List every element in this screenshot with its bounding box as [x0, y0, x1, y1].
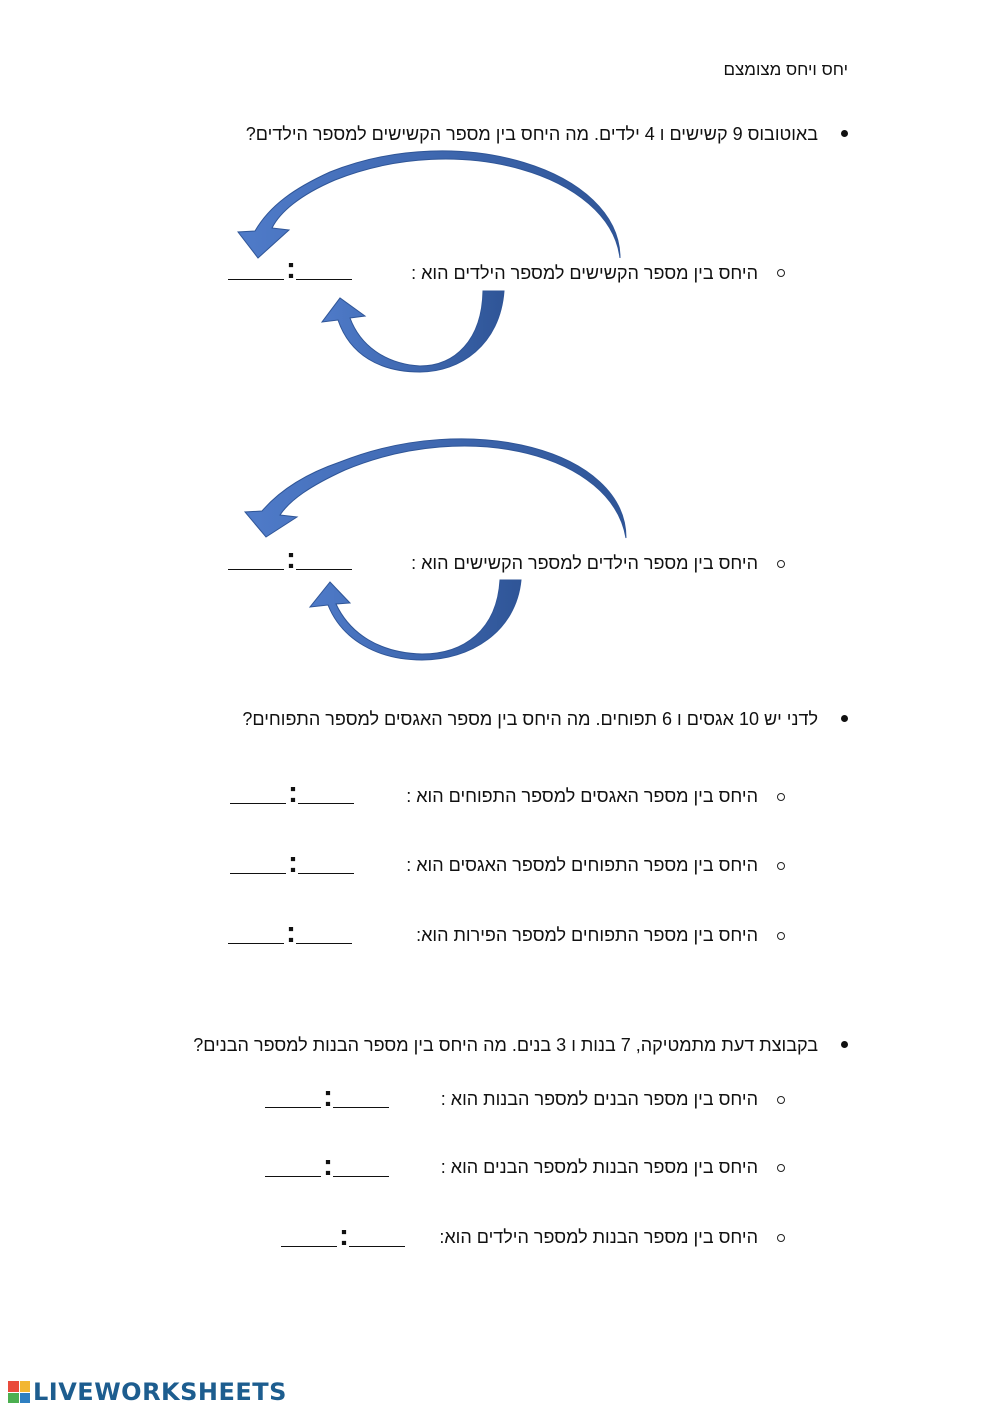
- ratio-colon: :: [286, 252, 296, 285]
- question-2-text: לדני יש 10 אגסים ו 6 תפוחים. מה היחס בין מספר האגסים למספר התפוחים?: [242, 709, 818, 729]
- bullet-icon: [841, 715, 848, 722]
- ratio-answer-2-3[interactable]: [228, 916, 352, 949]
- ratio-blank-left[interactable]: [228, 942, 284, 944]
- arrow-upper-2-icon: [245, 439, 626, 538]
- liveworksheets-logo-icon: [8, 1381, 30, 1403]
- ratio-blank-right[interactable]: [298, 872, 354, 874]
- question-3-item-3-label: היחס בין מספר הבנות למספר הילדים הוא:: [439, 1227, 758, 1247]
- footer-brand: LIVEWORKSHEETS: [33, 1378, 287, 1406]
- sub-bullet-icon: [777, 1164, 785, 1172]
- ratio-colon: :: [286, 916, 296, 949]
- ratio-blank-right[interactable]: [296, 278, 352, 280]
- question-3-item-2-label: היחס בין מספר הבנות למספר הבנים הוא :: [440, 1157, 758, 1177]
- ratio-colon: :: [288, 846, 298, 879]
- bullet-icon: [841, 1041, 848, 1048]
- ratio-colon: :: [288, 776, 298, 809]
- ratio-blank-left[interactable]: [228, 278, 284, 280]
- ratio-answer-1-2[interactable]: [228, 542, 352, 575]
- sub-bullet-icon: [777, 793, 785, 801]
- ratio-answer-2-1[interactable]: [230, 776, 354, 809]
- question-2-item-2-label: היחס בין מספר התפוחים למספר האגסים הוא :: [406, 855, 758, 875]
- ratio-blank-left[interactable]: [230, 872, 286, 874]
- arrow-lower-1-icon: [322, 291, 504, 372]
- bullet-icon: [841, 130, 848, 137]
- ratio-blank-left[interactable]: [230, 802, 286, 804]
- ratio-blank-right[interactable]: [349, 1245, 405, 1247]
- ratio-answer-3-1[interactable]: [265, 1080, 389, 1113]
- ratio-blank-left[interactable]: [228, 568, 284, 570]
- ratio-blank-right[interactable]: [298, 802, 354, 804]
- ratio-blank-left[interactable]: [265, 1106, 321, 1108]
- sub-bullet-icon: [777, 862, 785, 870]
- ratio-colon: :: [286, 542, 296, 575]
- arrow-lower-2-icon: [310, 580, 521, 660]
- ratio-blank-right[interactable]: [296, 568, 352, 570]
- ratio-colon: :: [323, 1080, 333, 1113]
- question-3-item-1-label: היחס בין מספר הבנים למספר הבנות הוא :: [440, 1089, 758, 1109]
- sub-bullet-icon: [777, 1096, 785, 1104]
- question-1-text: באוטובוס 9 קשישים ו 4 ילדים. מה היחס בין מספר הקשישים למספר הילדים?: [245, 124, 818, 144]
- ratio-answer-3-3[interactable]: [281, 1219, 405, 1252]
- ratio-answer-1-1[interactable]: [228, 252, 352, 285]
- question-2-item-3-label: היחס בין מספר התפוחים למספר הפירות הוא:: [416, 925, 758, 945]
- question-3-text: בקבוצת דעת מתמטיקה, 7 בנות ו 3 בנים. מה היחס בין מספר הבנות למספר הבנים?: [193, 1035, 818, 1055]
- worksheet-title: יחס ויחס מצומצם: [723, 60, 848, 79]
- sub-bullet-icon: [777, 1234, 785, 1242]
- ratio-blank-left[interactable]: [281, 1245, 337, 1247]
- ratio-answer-3-2[interactable]: [265, 1149, 389, 1182]
- ratio-blank-right[interactable]: [296, 942, 352, 944]
- sub-bullet-icon: [777, 560, 785, 568]
- sub-bullet-icon: [777, 932, 785, 940]
- question-1-item-2-label: היחס בין מספר הילדים למספר הקשישים הוא :: [411, 553, 758, 573]
- question-2-item-1-label: היחס בין מספר האגסים למספר התפוחים הוא :: [406, 786, 758, 806]
- ratio-blank-left[interactable]: [265, 1175, 321, 1177]
- ratio-blank-right[interactable]: [333, 1175, 389, 1177]
- ratio-colon: :: [323, 1149, 333, 1182]
- ratio-answer-2-2[interactable]: [230, 846, 354, 879]
- arrow-upper-1-icon: [238, 151, 620, 258]
- liveworksheets-logo: [8, 1378, 287, 1406]
- sub-bullet-icon: [777, 269, 785, 277]
- ratio-colon: :: [339, 1219, 349, 1252]
- question-1-item-1-label: היחס בין מספר הקשישים למספר הילדים הוא :: [411, 263, 758, 283]
- ratio-blank-right[interactable]: [333, 1106, 389, 1108]
